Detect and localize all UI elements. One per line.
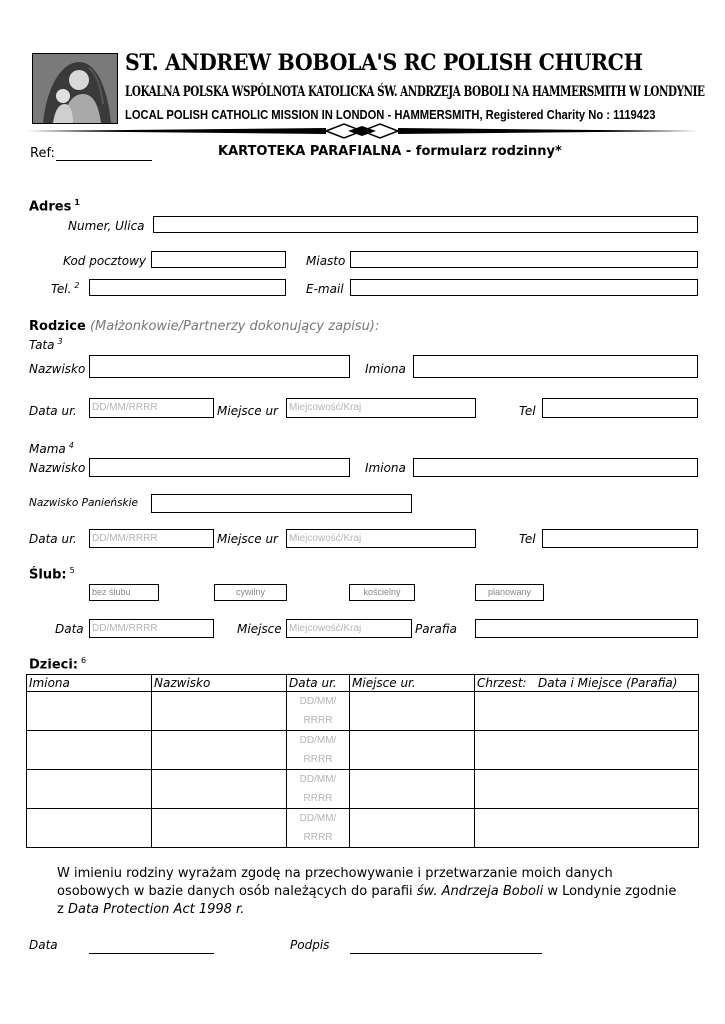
father-dob-placeholder: DD/MM/RRRR bbox=[92, 402, 158, 413]
child-surname-cell[interactable] bbox=[152, 809, 287, 848]
father-surname-label: Nazwisko bbox=[29, 362, 86, 376]
child-pob-cell[interactable] bbox=[350, 731, 475, 770]
child-surname-cell[interactable] bbox=[152, 770, 287, 809]
signature-date-label: Data bbox=[29, 938, 58, 952]
dob-placeholder-line1: DD/MM/ bbox=[299, 735, 337, 746]
dob-placeholder-line2: RRRR bbox=[303, 754, 333, 765]
street-label: Numer, Ulica bbox=[68, 219, 145, 233]
table-header-row bbox=[27, 675, 699, 692]
children-table bbox=[26, 674, 699, 848]
column-header-baptism: Chrzest: Data i Miejsce (Parafia) bbox=[475, 675, 699, 692]
marriage-place-input[interactable] bbox=[286, 619, 412, 638]
child-pob-cell[interactable] bbox=[350, 770, 475, 809]
parents-heading: Rodzice (Małżonkowie/Partnerzy dokonujący zapisu): bbox=[29, 319, 380, 334]
footnote-marker: 5 bbox=[69, 566, 75, 575]
mother-dob-placeholder: DD/MM/RRRR bbox=[92, 533, 158, 544]
child-baptism-cell[interactable] bbox=[475, 731, 699, 770]
postcode-input[interactable] bbox=[151, 251, 286, 268]
table-row bbox=[27, 731, 699, 770]
child-dob-cell[interactable] bbox=[287, 731, 350, 770]
city-label: Miasto bbox=[306, 254, 346, 268]
mother-dob-input[interactable] bbox=[89, 529, 214, 548]
logo-image bbox=[32, 53, 118, 124]
footnote-marker: 1 bbox=[74, 198, 80, 207]
ref-label: Ref: bbox=[30, 146, 55, 161]
child-baptism-cell[interactable] bbox=[475, 692, 699, 731]
email-input[interactable] bbox=[350, 279, 698, 296]
father-pob-label: Miejsce ur bbox=[217, 404, 278, 418]
signature-label: Podpis bbox=[290, 938, 330, 952]
father-surname-input[interactable] bbox=[89, 355, 350, 378]
child-surname-cell[interactable] bbox=[152, 731, 287, 770]
email-label: E-mail bbox=[306, 282, 344, 296]
child-dob-cell[interactable] bbox=[287, 809, 350, 848]
marriage-heading: Ślub: $^5$ bbox=[29, 566, 75, 583]
church-subtitle-english: LOCAL POLISH CATHOLIC MISSION IN LONDON - HAMMERSMITH, Registered Charity No : 1119423 bbox=[125, 108, 656, 122]
mother-pob-input[interactable] bbox=[286, 529, 476, 548]
signature-date-field[interactable] bbox=[89, 953, 214, 954]
form-title: KARTOTEKA PARAFIALNA - formularz rodzinny* bbox=[218, 144, 562, 159]
mother-maiden-input[interactable] bbox=[151, 494, 412, 513]
dob-placeholder-line1: DD/MM/ bbox=[299, 774, 337, 785]
father-tel-input[interactable] bbox=[542, 398, 698, 418]
tel-input[interactable] bbox=[89, 279, 286, 296]
mother-tel-label: Tel bbox=[519, 532, 536, 546]
mother-surname-input[interactable] bbox=[89, 458, 350, 477]
table-row bbox=[27, 692, 699, 731]
consent-statement: W imieniu rodziny wyrażam zgodę na przechowywanie i przetwarzanie moich danych osobowych w bazie danych osób należących do parafii św. Andrzeja Boboli w Londynie zgodnie z Data Protection Act 1998 r. bbox=[57, 866, 677, 917]
child-dob-cell[interactable] bbox=[287, 692, 350, 731]
ref-field[interactable] bbox=[56, 160, 152, 161]
mother-dob-label: Data ur. bbox=[29, 532, 77, 546]
city-input[interactable] bbox=[350, 251, 698, 268]
mother-heading: Mama $^4$ bbox=[29, 441, 74, 456]
marriage-option-planned[interactable]: planowany bbox=[475, 584, 544, 601]
marriage-option-civil[interactable]: cywilny bbox=[214, 584, 287, 601]
column-header-names: Imiona bbox=[27, 675, 152, 692]
address-heading: Adres $^1$ bbox=[29, 198, 80, 215]
child-pob-cell[interactable] bbox=[350, 692, 475, 731]
marriage-place-placeholder: Miejcowość/Kraj bbox=[289, 623, 362, 634]
footnote-marker: 6 bbox=[81, 656, 87, 665]
father-dob-label: Data ur. bbox=[29, 404, 77, 418]
madonna-icon bbox=[33, 54, 117, 123]
father-names-input[interactable] bbox=[413, 355, 698, 378]
child-names-cell[interactable] bbox=[27, 809, 152, 848]
mother-tel-input[interactable] bbox=[542, 529, 698, 548]
father-names-label: Imiona bbox=[365, 362, 406, 376]
dob-placeholder-line2: RRRR bbox=[303, 715, 333, 726]
table-row bbox=[27, 809, 699, 848]
footnote-marker: 2 bbox=[74, 281, 80, 290]
church-subtitle-polish: LOKALNA POLSKA WSPÓLNOTA KATOLICKA ŚW. ANDRZEJA BOBOLI NA HAMMERSMITH W LONDYNIE bbox=[125, 84, 705, 100]
child-names-cell[interactable] bbox=[27, 731, 152, 770]
parents-heading-note: (Małżonkowie/Partnerzy dokonujący zapisu): bbox=[89, 319, 380, 334]
mother-surname-label: Nazwisko bbox=[29, 461, 86, 475]
father-pob-input[interactable] bbox=[286, 398, 476, 418]
marriage-place-label: Miejsce bbox=[237, 622, 282, 636]
child-surname-cell[interactable] bbox=[152, 692, 287, 731]
child-pob-cell[interactable] bbox=[350, 809, 475, 848]
mother-names-label: Imiona bbox=[365, 461, 406, 475]
parish-name: św. Andrzeja Boboli bbox=[416, 884, 544, 899]
footnote-marker: 3 bbox=[57, 337, 63, 346]
tel-label: Tel. $^2$ bbox=[51, 281, 80, 296]
column-header-pob: Miejsce ur. bbox=[350, 675, 475, 692]
child-baptism-cell[interactable] bbox=[475, 770, 699, 809]
father-tel-label: Tel bbox=[519, 404, 536, 418]
column-header-surname: Nazwisko bbox=[152, 675, 287, 692]
mother-pob-label: Miejsce ur bbox=[217, 532, 278, 546]
marriage-option-church[interactable]: kościelny bbox=[349, 584, 415, 601]
act-name: Data Protection Act 1998 r. bbox=[67, 902, 245, 917]
mother-pob-placeholder: Miejcowość/Kraj bbox=[289, 533, 362, 544]
footnote-marker: 4 bbox=[68, 441, 74, 450]
marriage-parish-label: Parafia bbox=[415, 622, 457, 636]
table-row bbox=[27, 770, 699, 809]
child-names-cell[interactable] bbox=[27, 692, 152, 731]
postcode-label: Kod pocztowy bbox=[63, 254, 147, 268]
street-input[interactable] bbox=[153, 216, 698, 233]
dob-placeholder-line2: RRRR bbox=[303, 832, 333, 843]
column-header-dob: Data ur. bbox=[287, 675, 350, 692]
child-dob-cell[interactable] bbox=[287, 770, 350, 809]
dob-placeholder-line2: RRRR bbox=[303, 793, 333, 804]
marriage-option-none[interactable]: bez ślubu bbox=[89, 584, 159, 601]
marriage-parish-input[interactable] bbox=[475, 619, 698, 638]
marriage-date-placeholder: DD/MM/RRRR bbox=[92, 623, 158, 634]
header-divider-ornament bbox=[26, 122, 698, 140]
signature-field[interactable] bbox=[350, 953, 542, 954]
father-dob-input[interactable] bbox=[89, 398, 214, 418]
dob-placeholder-line1: DD/MM/ bbox=[299, 696, 337, 707]
marriage-date-label: Data bbox=[55, 622, 84, 636]
church-title: ST. ANDREW BOBOLA'S RC POLISH CHURCH bbox=[125, 50, 643, 76]
mother-names-input[interactable] bbox=[413, 458, 698, 477]
mother-maiden-label: Nazwisko Panieńskie bbox=[29, 497, 138, 509]
marriage-date-input[interactable] bbox=[89, 619, 214, 638]
father-heading: Tata $^3$ bbox=[29, 337, 63, 352]
child-baptism-cell[interactable] bbox=[475, 809, 699, 848]
child-names-cell[interactable] bbox=[27, 770, 152, 809]
father-pob-placeholder: Miejcowość/Kraj bbox=[289, 402, 362, 413]
children-heading: Dzieci: $^6$ bbox=[29, 656, 87, 673]
dob-placeholder-line1: DD/MM/ bbox=[299, 813, 337, 824]
